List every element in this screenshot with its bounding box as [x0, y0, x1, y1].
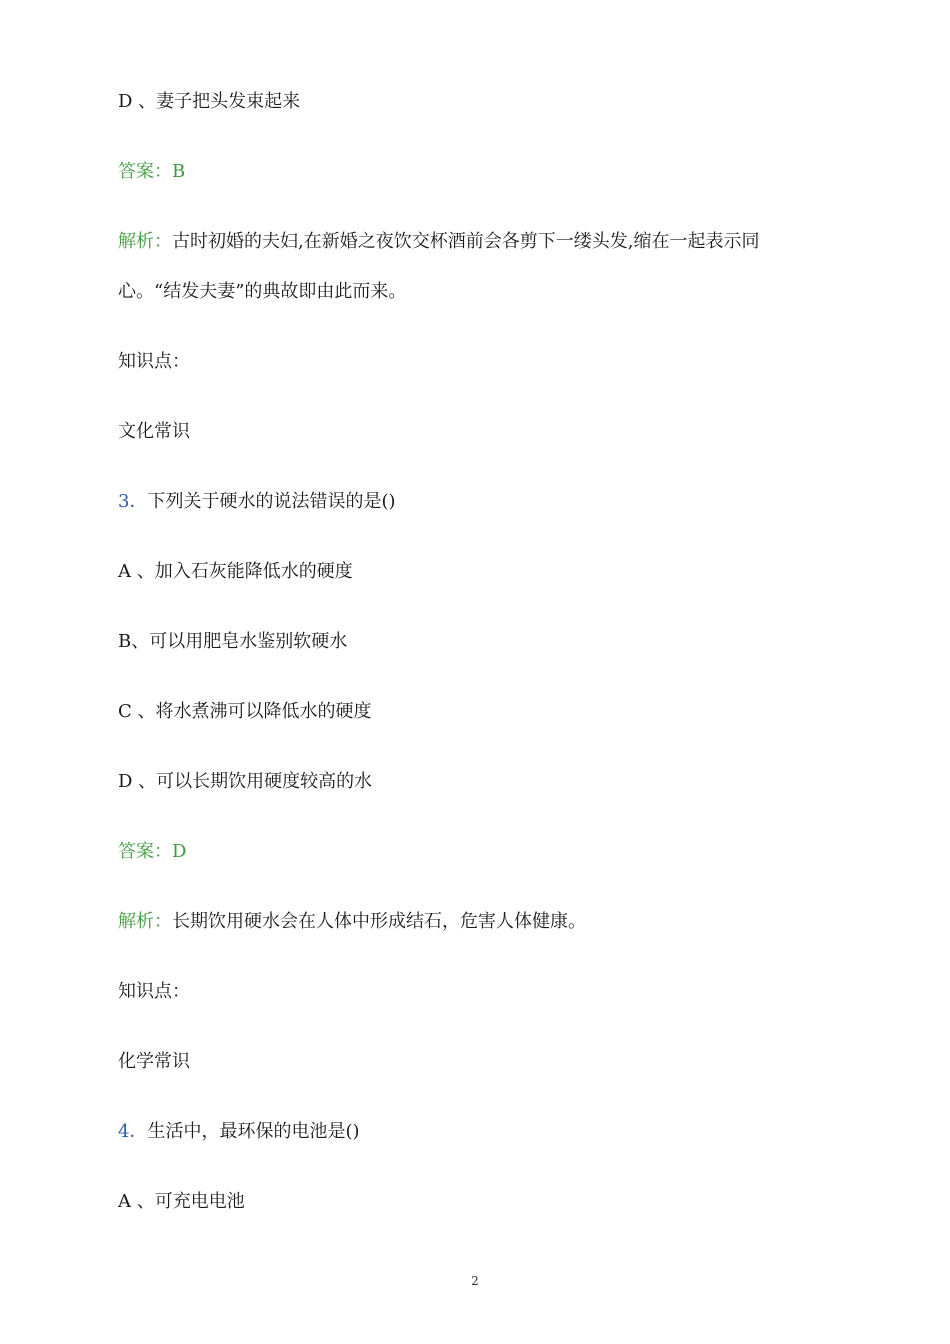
question3-option-b	[118, 630, 347, 654]
prev-explanation-label: 解析：	[118, 231, 172, 252]
question3-answer-value: D	[172, 841, 187, 862]
question3-option-d-text: D 、可以长期饮用硬度较高的水	[118, 771, 373, 792]
question3-knowledge-label-text: 知识点：	[118, 981, 190, 1002]
prev-knowledge-label-text: 知识点：	[118, 351, 190, 372]
question3-explanation	[118, 910, 586, 934]
question3-knowledge-label	[118, 980, 190, 1004]
prev-answer-value: B	[172, 161, 186, 182]
question3-explanation-label: 解析：	[118, 911, 172, 932]
question3-knowledge-value	[118, 1050, 190, 1074]
question3-knowledge-value-text: 化学常识	[118, 1051, 190, 1072]
prev-explanation-text2: 心。“结发夫妻”的典故即由此而来。	[118, 281, 407, 302]
question3-option-c	[118, 700, 372, 724]
prev-explanation-text1: 古时初婚的夫妇,在新婚之夜饮交杯酒前会各剪下一缕头发,缩在一起表示同	[172, 231, 760, 252]
question3-option-b-text: B、可以用肥皂水鉴别软硬水	[118, 631, 348, 652]
question4-text: 生活中，最环保的电池是()	[147, 1121, 360, 1142]
question3-option-c-text: C 、将水煮沸可以降低水的硬度	[118, 701, 372, 722]
question4-number: 4．	[118, 1121, 148, 1142]
prev-knowledge-value	[118, 420, 190, 444]
question4-option-a-text: A 、可充电电池	[118, 1191, 245, 1212]
question3-option-a	[118, 560, 353, 584]
prev-knowledge-label	[118, 350, 190, 374]
question3-option-a-text: A 、加入石灰能降低水的硬度	[118, 561, 353, 582]
question4-option-a	[118, 1190, 245, 1214]
question3-answer	[118, 840, 186, 864]
question3-answer-label: 答案：	[118, 841, 172, 862]
question4-stem	[118, 1120, 360, 1144]
question3-option-d	[118, 770, 372, 794]
page-number: 2	[471, 1274, 479, 1288]
prev-answer-label: 答案：	[118, 161, 172, 182]
prev-explanation-line2	[118, 280, 406, 304]
prev-option-d-text: D 、妻子把头发束起来	[118, 91, 301, 112]
prev-answer	[118, 160, 185, 184]
question3-stem	[118, 490, 396, 514]
prev-knowledge-value-text: 文化常识	[118, 421, 190, 442]
question3-text: 下列关于硬水的说法错误的是()	[147, 491, 396, 512]
question3-explanation-text: 长期饮用硬水会在人体中形成结石，危害人体健康。	[172, 911, 586, 932]
prev-explanation-line1	[118, 230, 759, 254]
prev-option-d	[118, 90, 300, 114]
question3-number: 3．	[118, 491, 148, 512]
